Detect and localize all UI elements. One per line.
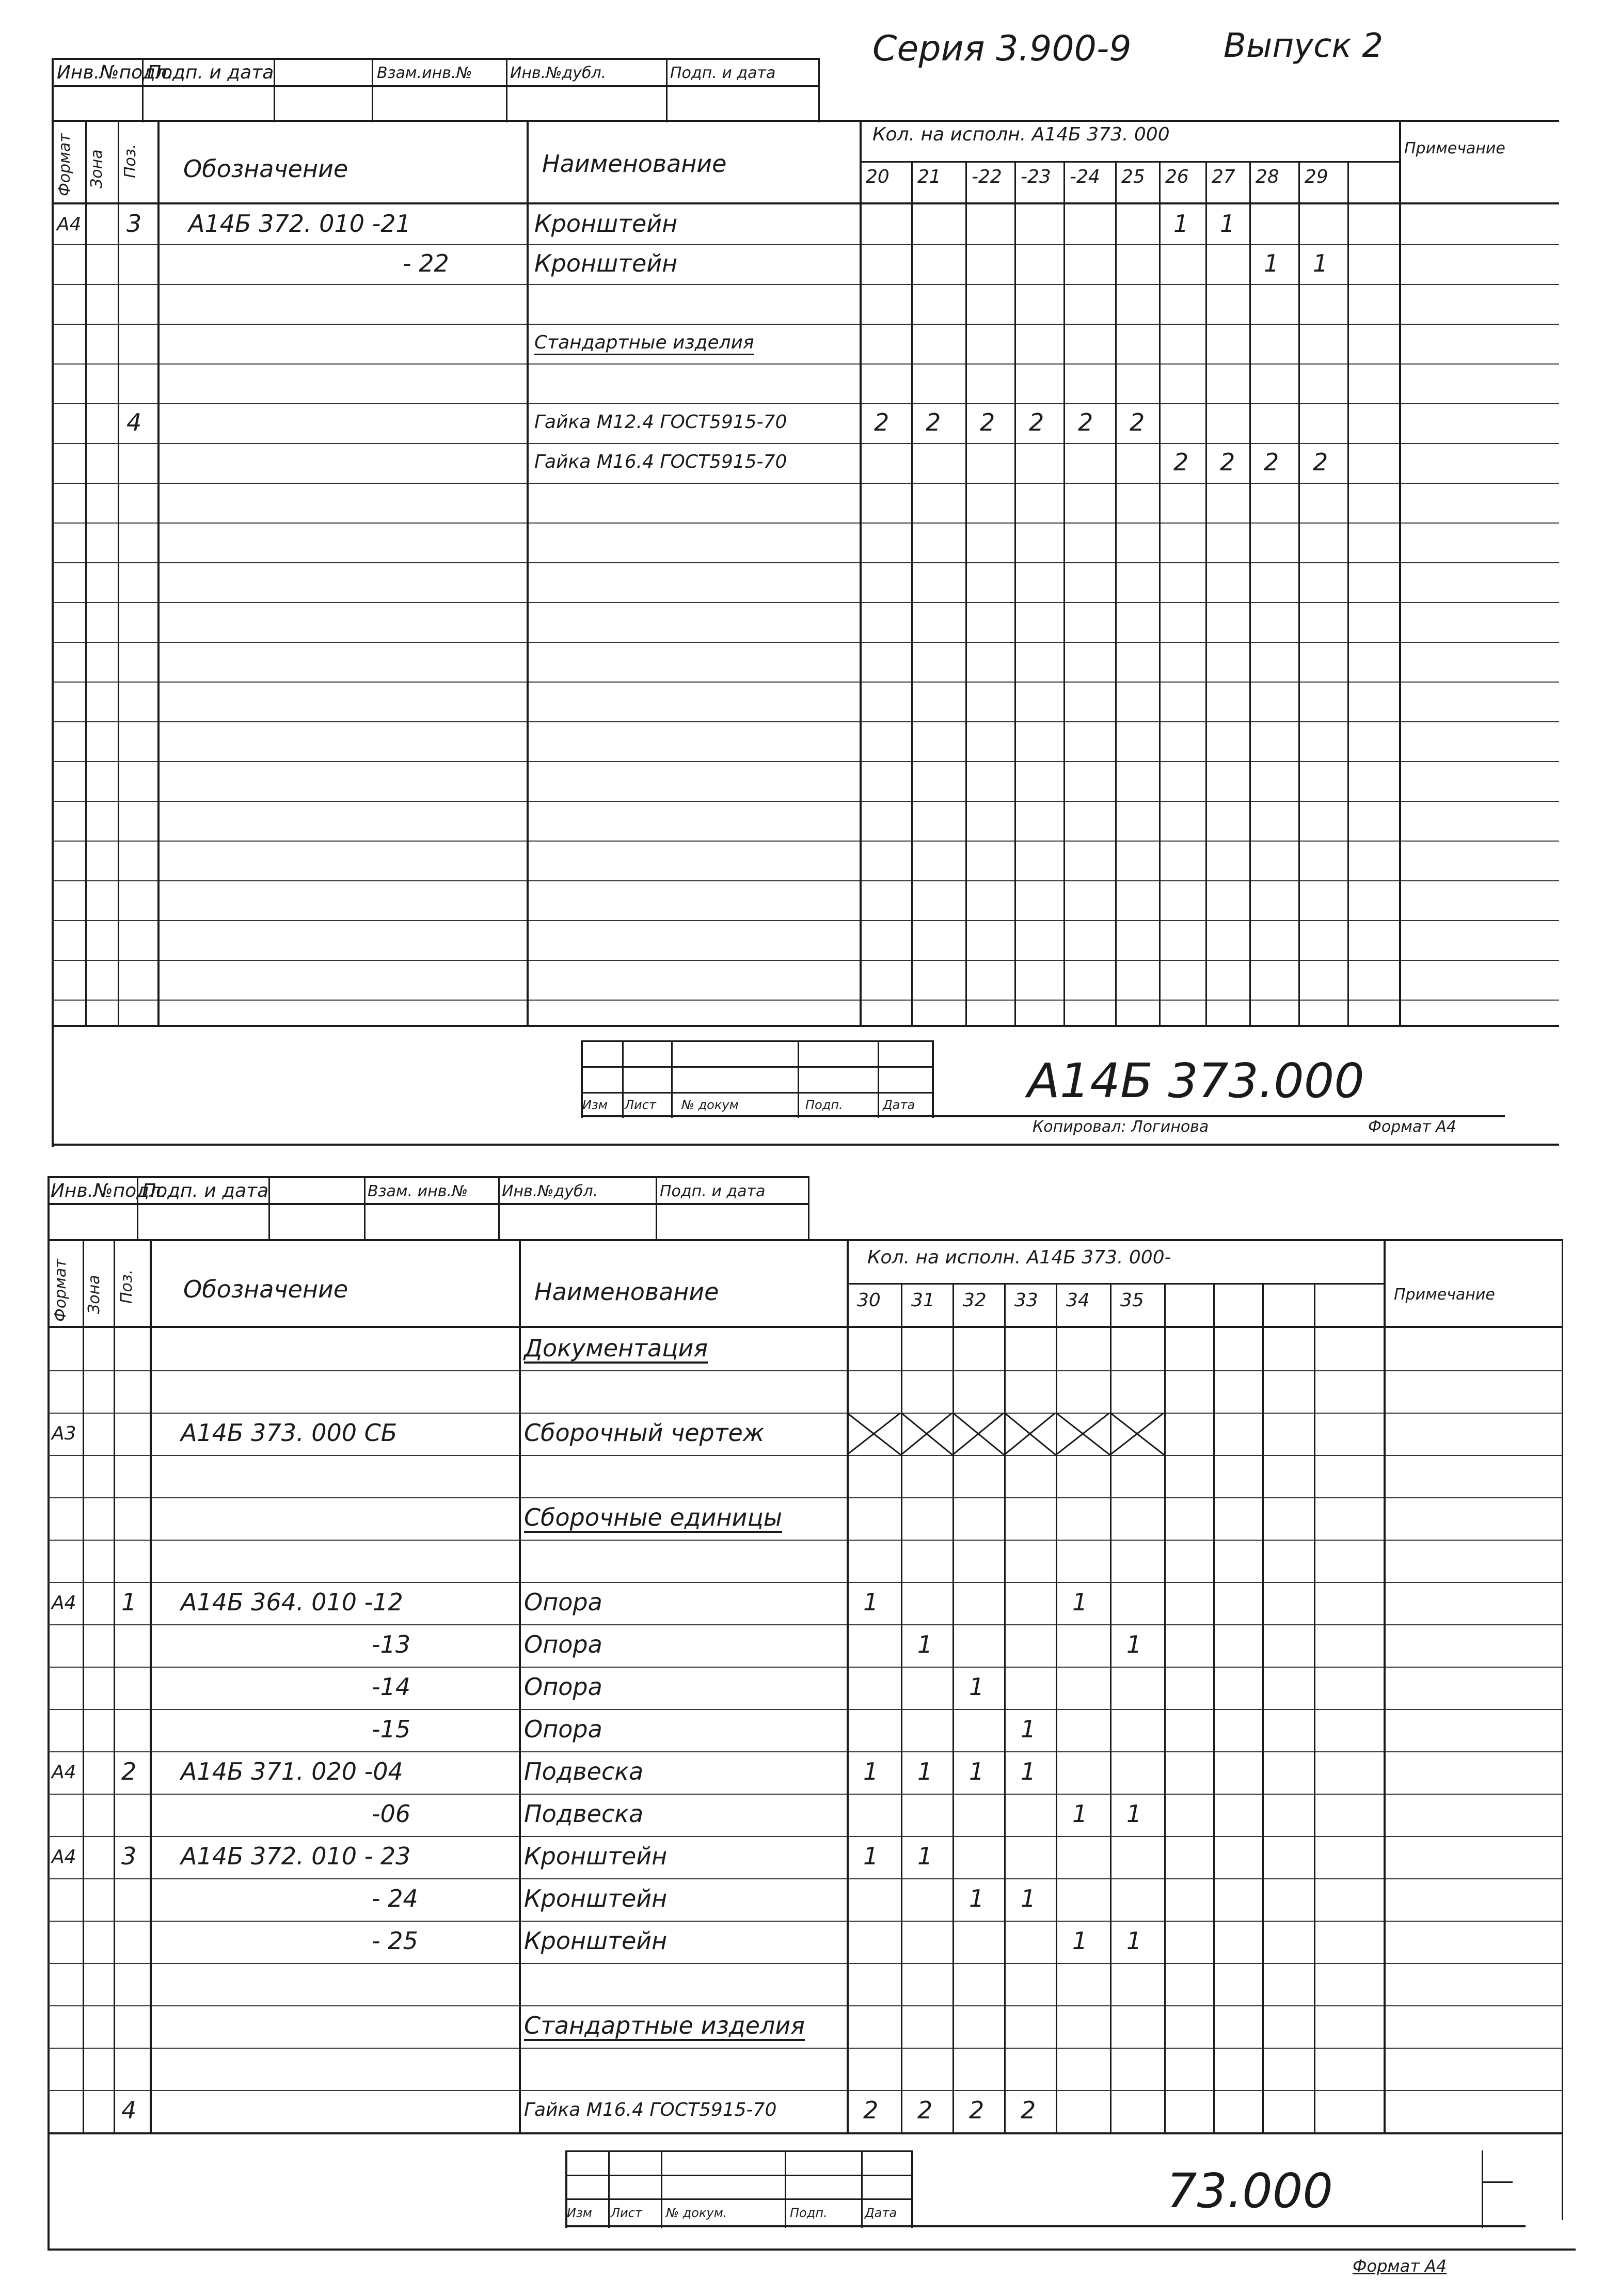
row-pos: 3 xyxy=(126,210,142,237)
row2-line xyxy=(47,1582,1563,1583)
qty2-cell: 1 xyxy=(863,1842,879,1870)
row2-line xyxy=(47,1751,1563,1752)
row-designation: А14Б 372. 010 -21 xyxy=(188,210,411,237)
row2-line xyxy=(47,1963,1563,1964)
qty-cell: 2 xyxy=(1264,448,1279,476)
row2-name: Опора xyxy=(524,1588,602,1616)
variant-header: -22 xyxy=(972,166,1002,187)
row2-designation: -13 xyxy=(372,1630,411,1658)
qty2-cell: 1 xyxy=(1126,1927,1142,1955)
not-applicable-crosses xyxy=(847,1413,1164,1455)
qty2-col-line xyxy=(1056,1283,1057,2132)
qty2-cell: 1 xyxy=(1072,1800,1088,1828)
row2-designation: - 24 xyxy=(372,1885,418,1912)
row2-name: Документация xyxy=(524,1334,708,1362)
row-format: А4 xyxy=(57,214,82,235)
row2-format: А4 xyxy=(52,1762,76,1783)
row2-name: Стандартные изделия xyxy=(524,2012,805,2039)
qty2-cell: 1 xyxy=(1126,1800,1142,1828)
qty-cell: 1 xyxy=(1220,210,1235,237)
qty2-col-line xyxy=(952,1283,954,2132)
archive2-col-2: Подп. и дата xyxy=(142,1180,269,1201)
row2-name: Опора xyxy=(524,1673,602,1701)
row-name: Гайка М16.4 ГОСТ5915-70 xyxy=(534,451,787,472)
variant2-header: 34 xyxy=(1066,1290,1090,1311)
row2-line xyxy=(47,1878,1563,1879)
row2-line xyxy=(47,1836,1563,1837)
tb2-label-doc: № докум. xyxy=(666,2206,727,2220)
row2-format: А3 xyxy=(52,1423,76,1444)
qty-cell: 2 xyxy=(1078,408,1093,436)
qty-cell: 2 xyxy=(1313,448,1328,476)
frame2-bottom xyxy=(47,2249,1576,2251)
variant2-header: 35 xyxy=(1120,1290,1144,1311)
format-label-2: Формат А4 xyxy=(1353,2256,1447,2276)
col2-note-header: Примечание xyxy=(1394,1286,1495,1304)
archive2-col-4: Инв.№дубл. xyxy=(502,1182,598,1200)
tb2-label-sign: Подп. xyxy=(790,2206,828,2220)
archive-col-3: Взам.инв.№ xyxy=(377,64,472,82)
col-format-header: Формат xyxy=(56,133,74,196)
tb2-label-date: Дата xyxy=(865,2206,897,2220)
variant-header: 25 xyxy=(1121,166,1145,187)
archive-col-4: Инв.№дубл. xyxy=(510,64,607,82)
row2-line xyxy=(47,1624,1563,1625)
qty2-cell: 2 xyxy=(1021,2096,1036,2124)
tb1-label-list: Лист xyxy=(625,1098,656,1112)
archive2-col-3: Взам. инв.№ xyxy=(368,1182,468,1200)
row2-designation: -14 xyxy=(372,1673,411,1701)
qty2-cell: 1 xyxy=(969,1757,984,1785)
row-pos: 4 xyxy=(126,408,142,436)
qty2-cell: 1 xyxy=(863,1757,879,1785)
row2-line xyxy=(47,1709,1563,1710)
variant-header: 26 xyxy=(1165,166,1189,187)
row2-designation: А14Б 372. 010 - 23 xyxy=(181,1842,411,1870)
row-name: Кронштейн xyxy=(534,210,678,237)
qty2-cell: 2 xyxy=(863,2096,879,2124)
variant2-header: 30 xyxy=(857,1290,881,1311)
variant2-header: 33 xyxy=(1014,1290,1038,1311)
qty2-col-line xyxy=(1004,1283,1006,2132)
qty2-header: Кол. на исполн. А14Б 373. 000- xyxy=(867,1247,1171,1268)
variant-header: 29 xyxy=(1305,166,1328,187)
qty2-cell: 1 xyxy=(969,1673,984,1701)
qty2-cell: 1 xyxy=(969,1885,984,1912)
qty2-cell: 2 xyxy=(917,2096,933,2124)
issue-label: Выпуск 2 xyxy=(1224,27,1384,65)
row2-line xyxy=(47,1667,1563,1668)
col-pos-header: Поз. xyxy=(121,144,139,178)
row2-line xyxy=(47,2005,1563,2006)
row2-format: А4 xyxy=(52,1592,76,1613)
row2-line xyxy=(47,2090,1563,2091)
row-name: Гайка М12.4 ГОСТ5915-70 xyxy=(534,411,787,433)
qty2-col-line xyxy=(1164,1283,1166,2132)
qty2-cell: 1 xyxy=(1072,1588,1088,1616)
row2-designation: - 25 xyxy=(372,1927,418,1955)
row-name: Стандартные изделия xyxy=(534,332,754,353)
qty2-cell: 1 xyxy=(1072,1927,1088,1955)
row2-line xyxy=(47,1413,1563,1414)
row2-designation: -06 xyxy=(372,1800,411,1828)
row2-name: Подвеска xyxy=(524,1800,644,1828)
archive2-col-5: Подп. и дата xyxy=(660,1182,766,1200)
qty-cell: 2 xyxy=(1130,408,1145,436)
row2-name: Опора xyxy=(524,1630,602,1658)
qty2-col-line xyxy=(1314,1283,1315,2132)
row2-designation: -15 xyxy=(372,1715,411,1743)
qty2-col-line xyxy=(1213,1283,1215,2132)
row2-format: А4 xyxy=(52,1846,76,1867)
qty2-col-line xyxy=(1110,1283,1111,2132)
row2-name: Кронштейн xyxy=(524,1885,668,1912)
qty-cell: 2 xyxy=(1029,408,1044,436)
qty2-cell: 1 xyxy=(1021,1757,1036,1785)
qty2-cell: 1 xyxy=(917,1630,933,1658)
col2-format-header: Формат xyxy=(52,1259,70,1322)
col2-zone-header: Зона xyxy=(85,1275,103,1314)
row2-name: Сборочные единицы xyxy=(524,1503,783,1531)
archive-col-2: Подп. и дата xyxy=(147,62,274,83)
qty-cell: 1 xyxy=(1313,249,1328,277)
col-designation-header: Обозначение xyxy=(183,155,348,183)
series-label: Серия 3.900-9 xyxy=(872,28,1132,69)
qty2-cell: 2 xyxy=(969,2096,984,2124)
copied-by: Копировал: Логинова xyxy=(1033,1118,1209,1136)
row2-name: Кронштейн xyxy=(524,1842,668,1870)
row2-name: Кронштейн xyxy=(524,1927,668,1955)
row2-name: Сборочный чертеж xyxy=(524,1419,765,1447)
row2-designation: А14Б 364. 010 -12 xyxy=(181,1588,403,1616)
qty-cell: 1 xyxy=(1264,249,1279,277)
qty2-col-line xyxy=(901,1283,902,2132)
row2-line xyxy=(47,1370,1563,1371)
tb2-label-izm: Изм xyxy=(567,2206,592,2220)
variant2-header: 31 xyxy=(911,1290,935,1311)
row2-pos: 3 xyxy=(121,1842,137,1870)
qty-header: Кол. на исполн. А14Б 373. 000 xyxy=(872,124,1170,145)
qty-cell: 2 xyxy=(980,408,995,436)
row2-pos: 1 xyxy=(121,1588,137,1616)
qty-cell: 2 xyxy=(1173,448,1189,476)
qty2-cell: 1 xyxy=(1021,1885,1036,1912)
qty2-cell: 1 xyxy=(917,1842,933,1870)
doc-number-2: 73.000 xyxy=(1167,2163,1333,2219)
archive-col-5: Подп. и дата xyxy=(670,64,776,82)
qty2-cell: 1 xyxy=(917,1757,933,1785)
row2-pos: 4 xyxy=(121,2096,137,2124)
col2-designation-header: Обозначение xyxy=(183,1275,348,1303)
qty2-cell: 1 xyxy=(1126,1630,1142,1658)
row2-designation: А14Б 373. 000 СБ xyxy=(181,1419,398,1447)
variant-header: -24 xyxy=(1070,166,1100,187)
row2-designation: А14Б 371. 020 -04 xyxy=(181,1757,403,1785)
row-name: Кронштейн xyxy=(534,249,678,277)
tb1-label-izm: Изм xyxy=(582,1098,608,1112)
row2-line xyxy=(47,1540,1563,1541)
qty-cell: 2 xyxy=(1220,448,1235,476)
row2-name: Гайка М16.4 ГОСТ5915-70 xyxy=(524,2099,777,2120)
col2-pos-header: Поз. xyxy=(118,1269,136,1304)
variant-header: -23 xyxy=(1021,166,1051,187)
frame2-right xyxy=(1562,1239,1563,2220)
qty2-col-line xyxy=(1262,1283,1264,2132)
format-label: Формат А4 xyxy=(1368,1118,1456,1136)
variant-header: 27 xyxy=(1212,166,1235,187)
row2-name: Подвеска xyxy=(524,1757,644,1785)
doc-number: А14Б 373.000 xyxy=(1027,1053,1364,1109)
frame2-left xyxy=(47,1176,50,2250)
row2-line xyxy=(47,2048,1563,2049)
archive2-col-1: Инв.№подл. xyxy=(51,1180,167,1201)
variant2-header: 32 xyxy=(963,1290,987,1311)
qty2-cell: 1 xyxy=(1021,1715,1036,1743)
col2-name-header: Наименование xyxy=(534,1278,719,1306)
col-zone-header: Зона xyxy=(88,149,106,188)
tb2-label-list: Лист xyxy=(611,2206,642,2220)
row2-line xyxy=(47,1794,1563,1795)
tb1-label-date: Дата xyxy=(883,1098,915,1112)
variant-header: 28 xyxy=(1256,166,1279,187)
archive-col-1: Инв.№подл. xyxy=(57,62,173,83)
variant-header: 20 xyxy=(866,166,890,187)
row2-pos: 2 xyxy=(121,1757,137,1785)
col-note-header: Примечание xyxy=(1404,139,1505,157)
qty-cell: 2 xyxy=(926,408,941,436)
row2-name: Опора xyxy=(524,1715,602,1743)
variant-header: 21 xyxy=(917,166,941,187)
qty2-cell: 1 xyxy=(863,1588,879,1616)
qty-cell: 1 xyxy=(1173,210,1189,237)
row2-line xyxy=(47,1921,1563,1922)
tb1-label-doc: № докум xyxy=(681,1098,739,1112)
row2-line xyxy=(47,1497,1563,1498)
row2-line xyxy=(47,1455,1563,1456)
col-name-header: Наименование xyxy=(542,150,727,178)
tb1-label-sign: Подп. xyxy=(805,1098,843,1112)
qty-cell: 2 xyxy=(874,408,890,436)
row-designation: - 22 xyxy=(403,249,449,277)
